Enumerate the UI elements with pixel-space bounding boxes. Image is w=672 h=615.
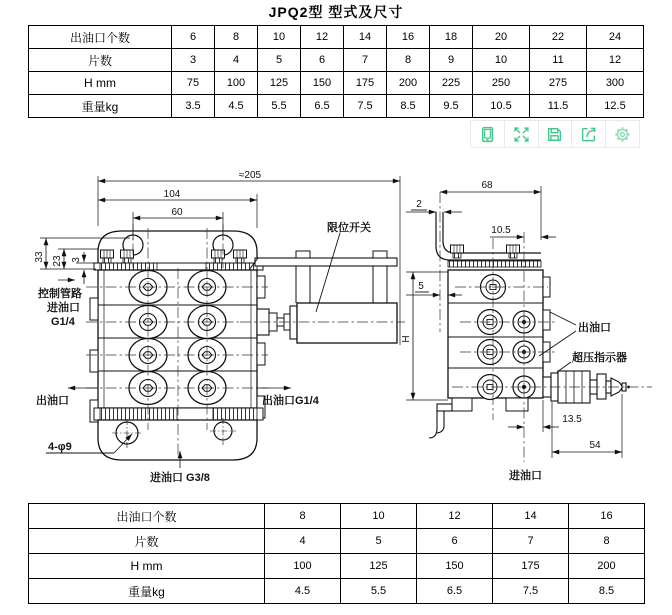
cell: 5 (258, 49, 301, 72)
cell: 12 (301, 26, 344, 49)
settings-gear-icon (614, 126, 631, 143)
limit-switch-assembly (249, 251, 397, 343)
cell: 24 (587, 26, 644, 49)
cell: 11.5 (530, 95, 587, 118)
cell: 5.5 (258, 95, 301, 118)
dim-23: 23 (52, 255, 63, 267)
label-outlet-right: 出油口G1/4 (262, 395, 319, 407)
table-row (29, 554, 645, 579)
table-row (29, 49, 644, 72)
cell: 14 (493, 504, 569, 529)
cell: 5.5 (341, 579, 417, 604)
dim-hole-spacing: 60 (171, 207, 183, 218)
cell: 4 (265, 529, 341, 554)
cell: 75 (172, 72, 215, 95)
dim-height-H: H (401, 335, 412, 343)
cell: 12 (417, 504, 493, 529)
cell: 150 (417, 554, 493, 579)
front-body (90, 270, 265, 422)
row-header: 出油口个数 (29, 26, 172, 49)
cell: 4.5 (265, 579, 341, 604)
table-row (29, 579, 645, 604)
cell: 175 (493, 554, 569, 579)
cell: 100 (265, 554, 341, 579)
side-bracket-bottom (429, 404, 452, 438)
cell: 200 (569, 554, 645, 579)
cell: 11 (530, 49, 587, 72)
front-top-cap (94, 231, 263, 270)
cell: 12.5 (587, 95, 644, 118)
spec-table-bottom (28, 503, 645, 604)
cell: 7.5 (493, 579, 569, 604)
cell: 14 (344, 26, 387, 49)
cell: 9 (430, 49, 473, 72)
table-row (29, 504, 645, 529)
cell: 6.5 (301, 95, 344, 118)
mobile-preview-icon (479, 126, 496, 143)
label-inlet-bottom: 进油口 G3/8 (150, 472, 210, 484)
cell: 275 (530, 72, 587, 95)
dim-thickness-2: 2 (416, 199, 422, 210)
cell: 200 (387, 72, 430, 95)
cell: 10 (473, 49, 530, 72)
cell: 3.5 (172, 95, 215, 118)
dim-length-54: 54 (589, 440, 601, 451)
table-row (29, 72, 644, 95)
label-control-line-1: 控制管路 (38, 288, 82, 300)
front-bottom-cap (94, 408, 263, 460)
cell: 7.5 (344, 95, 387, 118)
cell: 10 (341, 504, 417, 529)
side-view (401, 180, 652, 482)
dim-total-width: ≈205 (238, 170, 262, 181)
label-inlet: 进油口 (509, 470, 542, 482)
save-icon (546, 126, 563, 143)
cell: 175 (344, 72, 387, 95)
table-row (29, 26, 644, 49)
cell: 18 (430, 26, 473, 49)
dim-offset-10-5: 10.5 (491, 225, 511, 236)
cell: 8 (569, 529, 645, 554)
cell: 4.5 (215, 95, 258, 118)
cell: 7 (493, 529, 569, 554)
technical-drawing (0, 155, 672, 501)
cell: 7 (344, 49, 387, 72)
cell: 125 (341, 554, 417, 579)
front-view (34, 170, 405, 484)
row-header: 出油口个数 (29, 504, 265, 529)
dim-33: 33 (34, 251, 45, 263)
cell: 225 (430, 72, 473, 95)
cell: 16 (387, 26, 430, 49)
label-outlet: 出油口 (578, 322, 611, 334)
cell: 300 (587, 72, 644, 95)
dim-cap-width: 104 (163, 189, 181, 200)
label-limit-switch: 限位开关 (327, 222, 371, 234)
cell: 8 (265, 504, 341, 529)
cell: 6.5 (417, 579, 493, 604)
cell: 6 (301, 49, 344, 72)
cell: 9.5 (430, 95, 473, 118)
cell: 8.5 (569, 579, 645, 604)
cell: 8 (387, 49, 430, 72)
share-button[interactable] (572, 121, 606, 147)
row-header: 片数 (29, 49, 172, 72)
row-header: H mm (29, 72, 172, 95)
table-row (29, 529, 645, 554)
cell: 22 (530, 26, 587, 49)
mobile-preview-button[interactable] (471, 121, 505, 147)
label-mount-holes: 4-φ9 (48, 441, 72, 453)
cell: 150 (301, 72, 344, 95)
cell: 20 (473, 26, 530, 49)
fullscreen-icon (513, 126, 530, 143)
cell: 12 (587, 49, 644, 72)
dim-width-68: 68 (481, 180, 493, 191)
cell: 10.5 (473, 95, 530, 118)
row-header: 重量kg (29, 579, 265, 604)
dim-offset-5: 5 (418, 281, 424, 292)
cell: 3 (172, 49, 215, 72)
viewer-toolbar (470, 120, 640, 148)
cell: 8.5 (387, 95, 430, 118)
cell: 16 (569, 504, 645, 529)
cell: 250 (473, 72, 530, 95)
save-button[interactable] (539, 121, 573, 147)
cell: 100 (215, 72, 258, 95)
cell: 8 (215, 26, 258, 49)
dim-offset-13-5: 13.5 (562, 414, 582, 425)
row-header: 重量kg (29, 95, 172, 118)
cell: 6 (417, 529, 493, 554)
dim-3: 3 (71, 257, 82, 263)
label-control-line-2: 进油口 (47, 302, 80, 314)
table-row (29, 95, 644, 118)
label-overpressure-indicator: 超压指示器 (572, 352, 627, 364)
fullscreen-button[interactable] (505, 121, 539, 147)
cell: 4 (215, 49, 258, 72)
row-header: H mm (29, 554, 265, 579)
share-icon (580, 126, 597, 143)
label-outlet-left: 出油口 (36, 395, 69, 407)
cell: 5 (341, 529, 417, 554)
settings-button[interactable] (606, 121, 639, 147)
spec-table-top (28, 25, 644, 118)
side-bracket-top (436, 212, 541, 267)
cell: 10 (258, 26, 301, 49)
row-header: 片数 (29, 529, 265, 554)
cell: 125 (258, 72, 301, 95)
page-title: JPQ2型 型式及尺寸 (268, 4, 404, 20)
cell: 6 (172, 26, 215, 49)
label-control-line-3: G1/4 (51, 316, 75, 328)
